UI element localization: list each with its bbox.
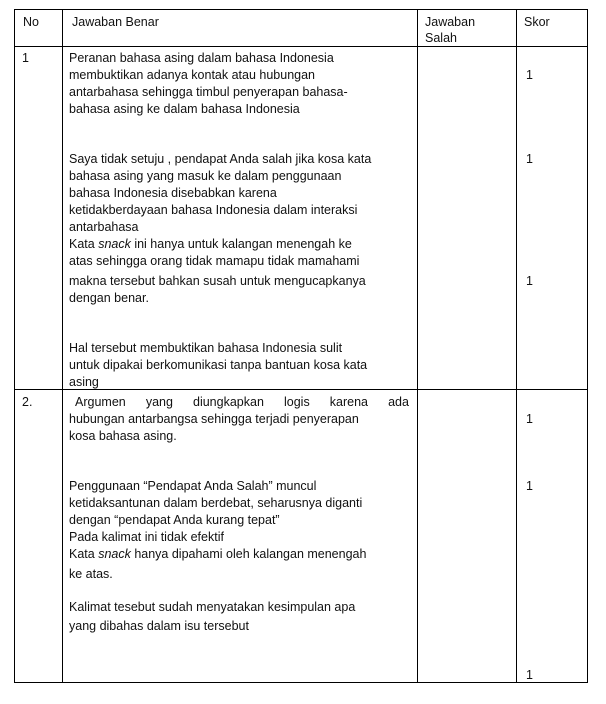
answer-line: Peranan bahasa asing dalam bahasa Indonesia [69, 51, 334, 65]
answer-line: kosa bahasa asing. [69, 429, 177, 443]
answer-line: Saya tidak setuju , pendapat Anda salah jika kosa kata [69, 152, 372, 166]
answer-line: Hal tersebut membuktikan bahasa Indonesia sulit [69, 341, 343, 355]
answer-word: yang [145, 395, 173, 409]
answer-line: makna tersebut bahkan susah untuk mengucapkanya [69, 274, 366, 288]
answer-line: Penggunaan “Pendapat Anda Salah” muncul [69, 479, 317, 493]
answer-text: hanya dipahami oleh kalangan menengah [130, 547, 367, 561]
table-border-left [14, 9, 15, 683]
italic-term: snack [98, 547, 131, 561]
row-number: 1 [22, 51, 29, 65]
answer-line: bahasa asing yang masuk ke dalam penggunaan [69, 169, 342, 183]
row-divider [14, 389, 588, 390]
answer-line: Kalimat tesebut sudah menyatakan kesimpulan apa [69, 600, 356, 614]
answer-line: antarbahasa sehingga timbul penyerapan bahasa- [69, 85, 348, 99]
header-no: No [23, 15, 39, 29]
answer-line: membuktikan adanya kontak atau hubungan [69, 68, 316, 82]
answer-text: ini hanya untuk kalangan menengah ke [130, 237, 352, 251]
answer-line: atas sehingga orang tidak mamapu tidak mamahami [69, 254, 360, 268]
answer-word: karena [329, 395, 369, 409]
answer-line: ke atas. [69, 567, 113, 581]
header-correct-answer: Jawaban Benar [72, 15, 159, 29]
answer-line-justified [69, 394, 409, 410]
answer-line: hubungan antarbangsa sehingga terjadi penyerapan [69, 412, 359, 426]
answer-line: antarbahasa [69, 220, 139, 234]
header-score: Skor [524, 15, 550, 29]
score-value: 1 [526, 152, 533, 166]
answer-line: dengan “pendapat Anda kurang tepat” [69, 513, 280, 527]
answer-word: ada [388, 395, 409, 409]
score-value: 1 [526, 412, 533, 426]
answer-word: diungkapkan [193, 395, 264, 409]
answer-word: logis [283, 395, 310, 409]
answer-line: dengan benar. [69, 291, 149, 305]
column-divider-correct [417, 9, 418, 683]
italic-term: snack [98, 237, 131, 251]
score-value: 1 [526, 68, 533, 82]
header-divider [14, 46, 588, 47]
answer-line [69, 546, 366, 562]
answer-line: bahasa asing ke dalam bahasa Indonesia [69, 102, 300, 116]
answer-line: ketidaksantunan dalam berdebat, seharusnya diganti [69, 496, 363, 510]
header-wrong-answer-line1: Jawaban [425, 15, 476, 29]
table-border-bottom [14, 682, 588, 683]
header-wrong-answer-line2: Salah [425, 31, 457, 45]
answer-word: Argumen [75, 395, 126, 409]
table-border-right [587, 9, 588, 683]
answer-line: bahasa Indonesia disebabkan karena [69, 186, 277, 200]
answer-line: ketidakberdayaan bahasa Indonesia dalam interaksi [69, 203, 358, 217]
answer-line [69, 236, 352, 252]
answer-line: asing [69, 375, 99, 389]
table-border-top [14, 9, 588, 10]
score-value: 1 [526, 668, 533, 682]
row-number: 2. [22, 395, 33, 409]
answer-line: untuk dipakai berkomunikasi tanpa bantuan kosa kata [69, 358, 368, 372]
answer-line: Pada kalimat ini tidak efektif [69, 530, 224, 544]
column-divider-no [62, 9, 63, 683]
column-divider-wrong [516, 9, 517, 683]
answer-text: Kata [69, 237, 99, 251]
score-value: 1 [526, 479, 533, 493]
answer-line: yang dibahas dalam isu tersebut [69, 619, 249, 633]
answer-text: Kata [69, 547, 99, 561]
score-value: 1 [526, 274, 533, 288]
